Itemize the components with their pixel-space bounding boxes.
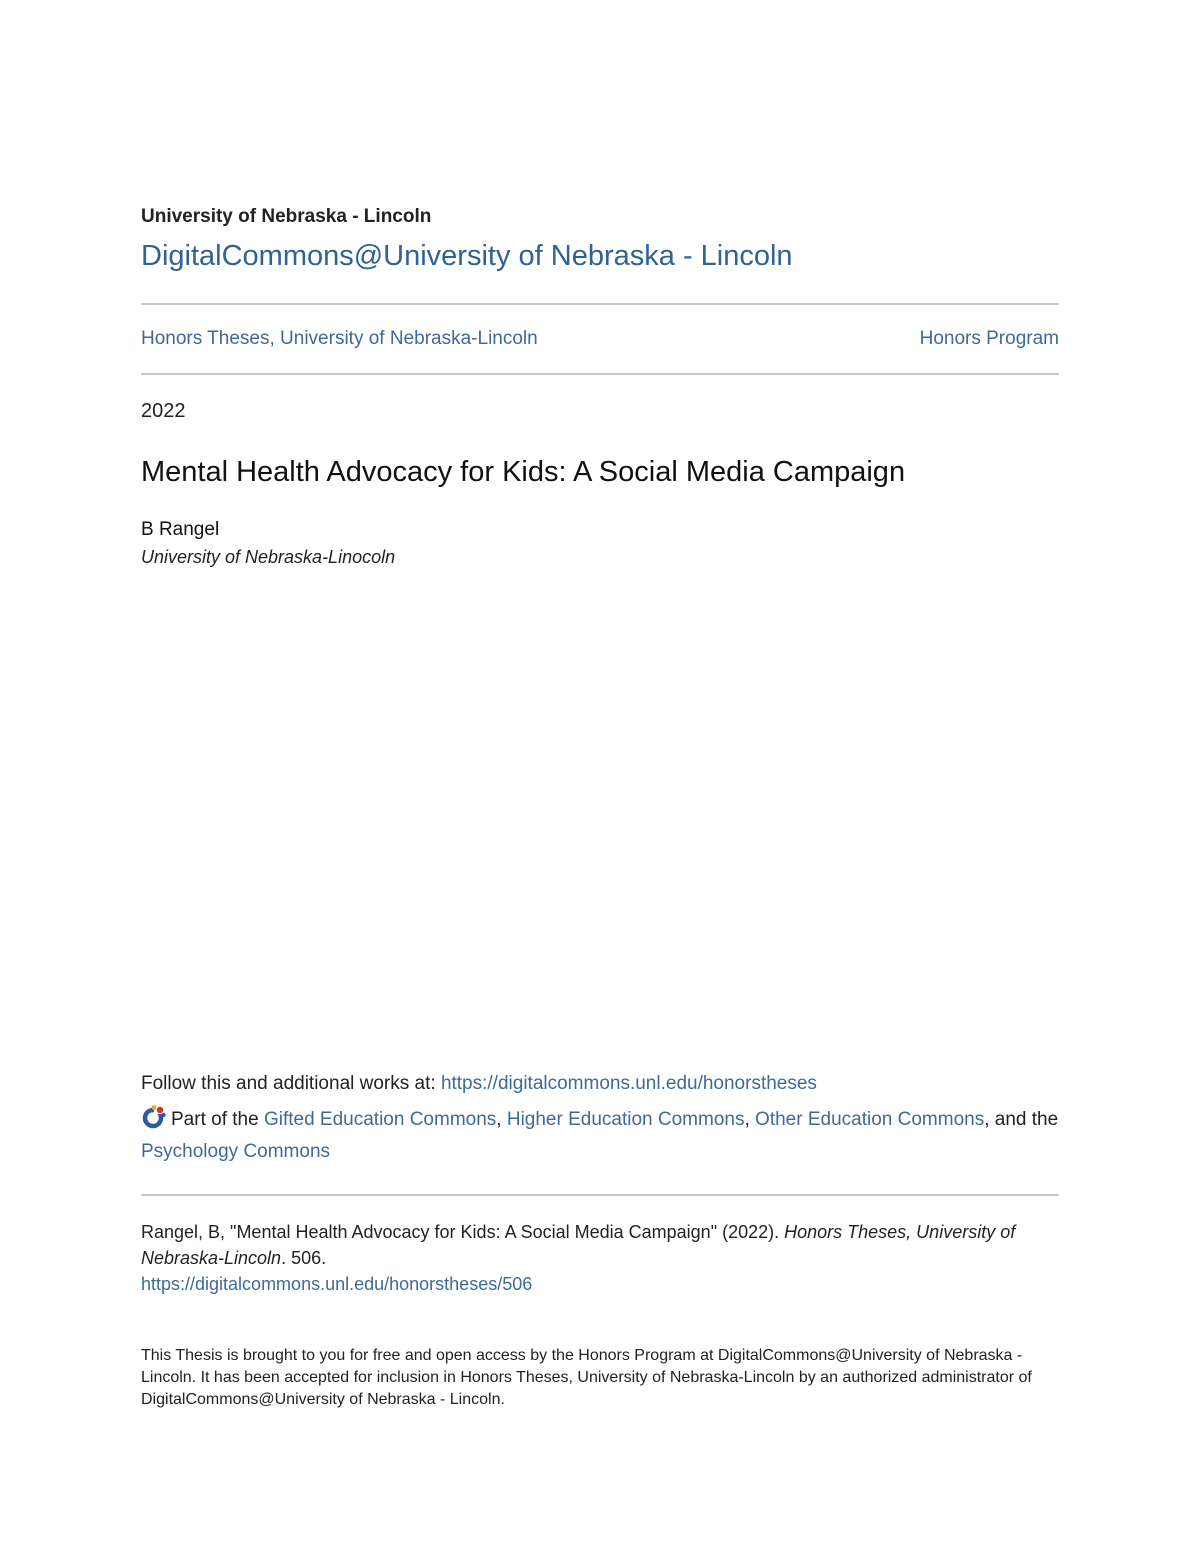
citation-series: Honors Theses, University of Nebraska-Lincoln (141, 1222, 1016, 1268)
institution-name: University of Nebraska - Lincoln (141, 206, 432, 227)
author-name: B Rangel (141, 519, 220, 540)
part-of-prefix: Part of the (171, 1109, 264, 1130)
cover-page (141, 0, 1059, 1553)
document-title: Mental Health Advocacy for Kids: A Social Media Campaign (141, 456, 906, 488)
part-of-commons (141, 1104, 1059, 1168)
collection-link-honors-theses[interactable]: Honors Theses, University of Nebraska-Lincoln (141, 328, 538, 349)
follow-line (141, 1073, 817, 1095)
author-affiliation: University of Nebraska-Linocoln (141, 547, 396, 567)
citation-number: . 506. (281, 1248, 327, 1268)
recommended-citation (141, 1219, 1066, 1297)
access-statement: This Thesis is brought to you for free and open access by the Honors Program at DigitalCommons@University of Nebraska - Lincoln. It has been accepted for inclusion in Honors Theses, University of Nebraska-Lincoln by an authorized administrator of DigitalCommons@University of Nebraska - Lincoln. (141, 1347, 1032, 1408)
separator: , (496, 1109, 507, 1130)
collection-link-honors-program[interactable]: Honors Program (919, 328, 1059, 349)
citation-url-link[interactable]: https://digitalcommons.unl.edu/honorstheses/506 (141, 1274, 533, 1294)
divider-top (141, 303, 1059, 305)
follow-url-link[interactable]: https://digitalcommons.unl.edu/honorstheses (440, 1073, 817, 1094)
citation-text: Rangel, B, "Mental Health Advocacy for Kids: A Social Media Campaign" (2022). (141, 1222, 785, 1242)
commons-link-psychology[interactable]: Psychology Commons (141, 1141, 331, 1162)
separator-and: , and the (984, 1109, 1059, 1130)
publication-year: 2022 (141, 400, 186, 422)
commons-link-higher-education[interactable]: Higher Education Commons (506, 1109, 745, 1130)
repository-link[interactable]: DigitalCommons@University of Nebraska - Lincoln (141, 240, 793, 272)
separator: , (744, 1109, 756, 1130)
commons-network-logo-icon (141, 1104, 167, 1130)
follow-prefix: Follow this and additional works at: (141, 1073, 441, 1094)
divider-citation (141, 1194, 1059, 1196)
divider-collections (141, 373, 1059, 375)
commons-link-other-education[interactable]: Other Education Commons (755, 1109, 985, 1130)
commons-link-gifted-education[interactable]: Gifted Education Commons (263, 1109, 497, 1130)
